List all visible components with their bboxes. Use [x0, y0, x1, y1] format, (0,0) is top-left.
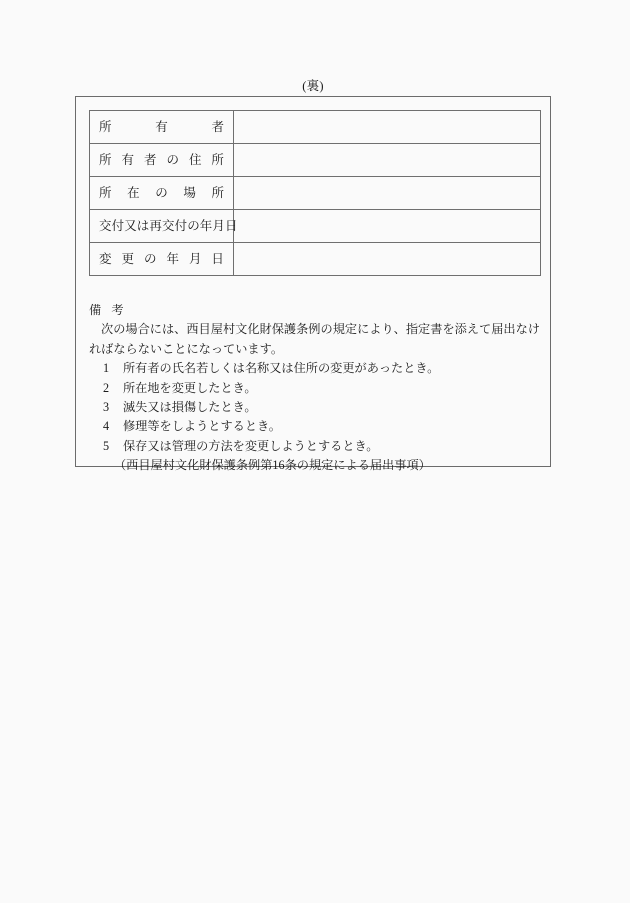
label-char: 在 — [127, 185, 140, 200]
table-row — [90, 210, 541, 243]
label-char: 所 — [211, 185, 224, 200]
remarks-title-char-2: 考 — [111, 303, 124, 317]
list-item — [89, 379, 541, 398]
remarks-title — [89, 301, 541, 320]
label-char: 場 — [183, 185, 196, 200]
list-item-number: 2 — [103, 380, 110, 395]
page-side-marker-text: (裏) — [302, 79, 324, 93]
list-item-text: 保存又は管理の方法を変更しようとするとき。 — [123, 438, 379, 453]
label-char: の — [155, 185, 168, 200]
list-item-text: 所有者の氏名若しくは名称又は住所の変更があったとき。 — [123, 361, 440, 376]
label-char: 所 — [99, 152, 112, 167]
label-char: の — [166, 152, 179, 167]
remarks-item-list — [89, 359, 541, 456]
label-char: 者 — [143, 152, 157, 167]
row-value-owner-address[interactable] — [234, 144, 541, 177]
label-char: 変 — [99, 251, 112, 266]
remarks-legal-reference: （西目屋村文化財保護条例第16条の規定による届出事項） — [114, 458, 431, 473]
table-row — [90, 243, 541, 276]
table-row — [90, 177, 541, 210]
row-label-issue-date — [90, 210, 238, 243]
label-char: 更 — [121, 251, 134, 266]
remarks-section — [89, 301, 541, 476]
label-char: 所 — [211, 152, 224, 167]
label-char: 者 — [211, 119, 224, 134]
label-char: の — [143, 251, 157, 266]
label-char: 月 — [188, 251, 202, 266]
row-label-location — [90, 177, 234, 210]
list-item-text: 修理等をしようとするとき。 — [123, 419, 281, 434]
table-row — [90, 111, 541, 144]
page-side-marker — [75, 78, 551, 94]
label-char: 住 — [188, 152, 202, 167]
list-item — [89, 437, 541, 456]
list-item-number: 1 — [103, 361, 110, 376]
row-label-change-date — [90, 243, 234, 276]
list-item-text: 滅失又は損傷したとき。 — [123, 400, 257, 415]
row-value-issue-date[interactable] — [234, 210, 541, 243]
table-row — [90, 144, 541, 177]
row-label-owner-address — [90, 144, 234, 177]
remarks-title-char-1: 備 — [89, 303, 102, 317]
row-value-location[interactable] — [234, 177, 541, 210]
form-outer-box — [75, 96, 551, 473]
list-item-text: 所在地を変更したとき。 — [123, 380, 257, 395]
label-char: 日 — [211, 251, 224, 266]
label-char: 年 — [166, 251, 179, 266]
list-item — [89, 417, 541, 436]
row-label-owner — [90, 111, 234, 144]
label-char: 有 — [121, 152, 134, 167]
label-text-issue-date: 交付又は再交付の年月日 — [99, 218, 238, 233]
list-item — [89, 359, 541, 378]
row-value-owner[interactable] — [234, 111, 541, 144]
label-char: 有 — [155, 119, 168, 134]
row-value-change-date[interactable] — [234, 243, 541, 276]
list-item-number: 3 — [103, 400, 110, 415]
list-item — [89, 398, 541, 417]
label-char: 所 — [99, 119, 112, 134]
list-item-number: 4 — [103, 419, 110, 434]
owner-information-table — [89, 110, 541, 276]
remarks-intro-text: 次の場合には、西目屋村文化財保護条例の規定により、指定書を添えて届出なければならないことになっています。 — [89, 322, 540, 356]
label-char: 所 — [99, 185, 112, 200]
list-item-number: 5 — [103, 438, 110, 453]
